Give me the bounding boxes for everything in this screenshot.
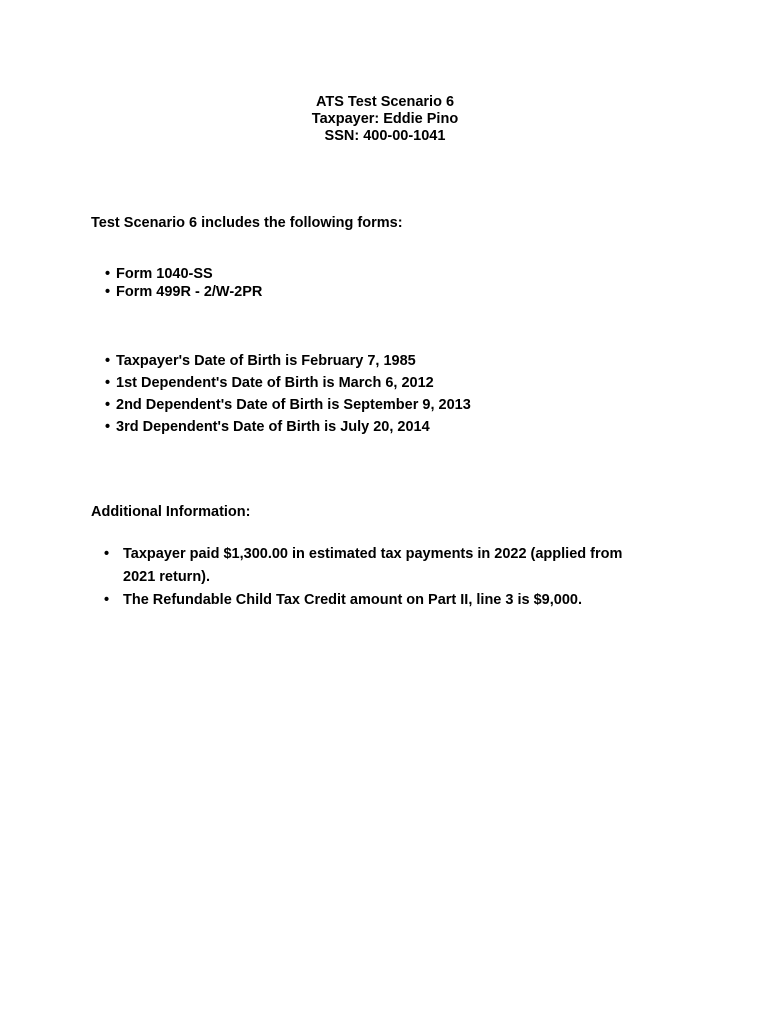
list-item [104, 543, 624, 589]
document-title: ATS Test Scenario 6 [315, 94, 455, 110]
bullet-icon: • [104, 546, 110, 562]
additional-info-list [104, 543, 624, 612]
intro-text: Test Scenario 6 includes the following forms: [91, 215, 403, 231]
birth-date-text: 2nd Dependent's Date of Birth is September 9, 2013 [116, 397, 471, 413]
list-item [105, 283, 262, 301]
list-item [105, 418, 471, 440]
list-item [105, 374, 471, 396]
bullet-icon: • [105, 353, 111, 369]
additional-info-text: The Refundable Child Tax Credit amount on Part II, line 3 is $9,000. [123, 592, 582, 608]
form-name: Form 1040-SS [116, 266, 213, 282]
bullet-icon: • [105, 284, 111, 300]
birth-dates-list [105, 352, 471, 440]
birth-date-text: Taxpayer's Date of Birth is February 7, 1985 [116, 353, 416, 369]
forms-list [105, 265, 262, 301]
birth-date-text: 3rd Dependent's Date of Birth is July 20, 2014 [116, 419, 430, 435]
additional-info-heading: Additional Information: [91, 504, 251, 520]
list-item [105, 352, 471, 374]
taxpayer-name: Taxpayer: Eddie Pino [311, 111, 459, 127]
bullet-icon: • [105, 397, 111, 413]
document-header [0, 94, 770, 145]
list-item [104, 589, 624, 612]
taxpayer-ssn: SSN: 400-00-1041 [324, 128, 446, 144]
bullet-icon: • [105, 266, 111, 282]
list-item [105, 396, 471, 418]
form-name: Form 499R - 2/W-2PR [116, 284, 263, 300]
birth-date-text: 1st Dependent's Date of Birth is March 6, 2012 [116, 375, 434, 391]
additional-info-text: Taxpayer paid $1,300.00 in estimated tax payments in 2022 (applied from 2021 return). [123, 546, 623, 585]
list-item [105, 265, 262, 283]
bullet-icon: • [105, 419, 111, 435]
bullet-icon: • [105, 375, 111, 391]
bullet-icon: • [104, 592, 110, 608]
